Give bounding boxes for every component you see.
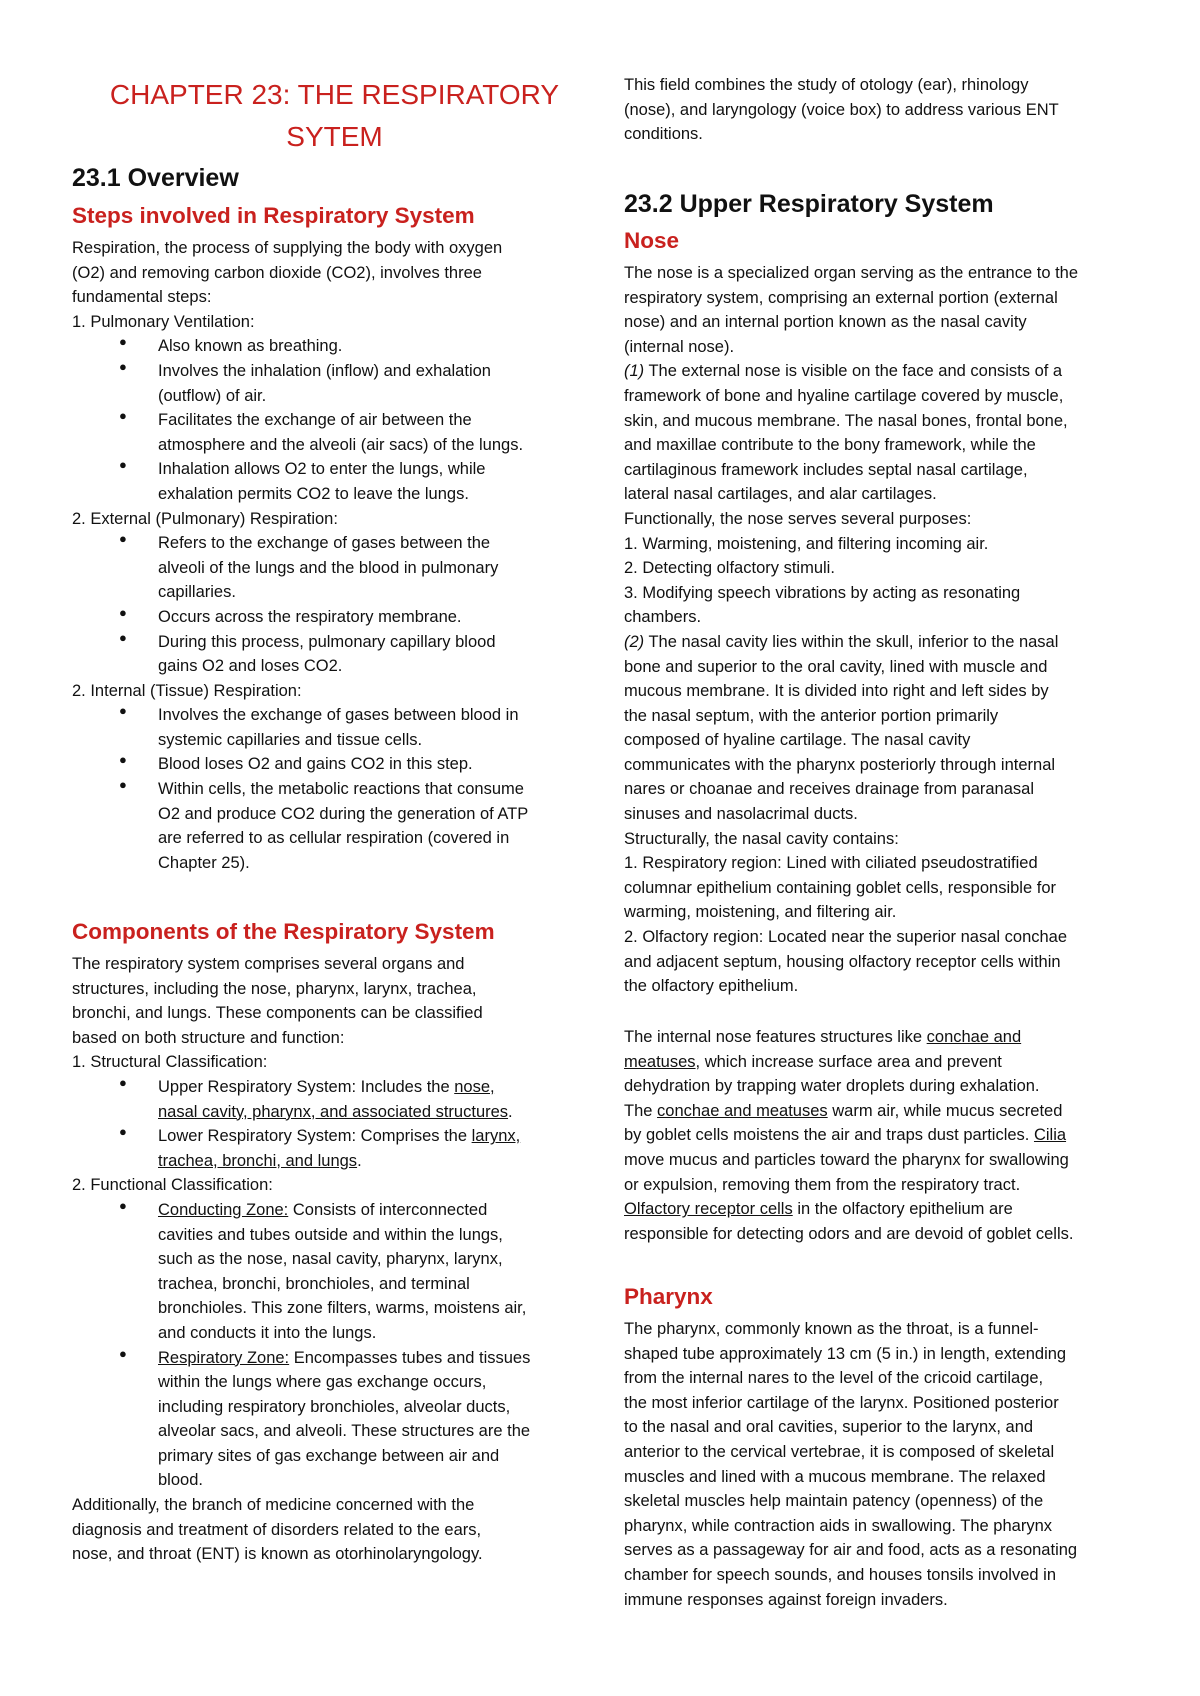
steps-heading: Steps involved in Respiratory System <box>72 203 475 228</box>
steps-line: Respiration, the process of supplying the body with oxygen <box>72 239 503 257</box>
pharynx-heading: Pharynx <box>624 1284 713 1309</box>
bullet-item: ● Also known as breathing. <box>72 334 597 359</box>
ent-paragraph: This field combines the study of otology (ear), rhinology (nose), and laryngology (voice box) to address various ENT conditions. <box>624 76 1059 144</box>
functional-classification-heading: 2. Functional Classification: <box>72 1176 273 1195</box>
bullet-item: ● Lower Respiratory System: Comprises the larynx, trachea, bronchi, and lungs. <box>72 1124 597 1173</box>
chapter-title-line-1: CHAPTER 23: THE RESPIRATORY <box>109 79 560 110</box>
bullet-item: ● Refers to the exchange of gases between the alveoli of the lungs and the blood in pulmonary capillaries. <box>72 531 597 605</box>
bullet-item: ● Inhalation allows O2 to enter the lungs, while exhalation permits CO2 to leave the lungs. <box>72 457 597 506</box>
bullet-item: ● Conducting Zone: Consists of interconnected cavities and tubes outside and within the lungs, such as the nose, nasal cavity, pharynx, larynx, trachea, bronchi, bronchioles, and terminal bronchioles. This zone filters, warms, moistens air, and conducts it into the lungs. <box>72 1198 597 1346</box>
nose-section: The nose is a specialized organ serving as the entrance to the respiratory system, comprising an external portion (external nose) and an internal portion known as the nasal cavity (internal nose). (1) The external nose is visible on the face and consists of a framework of bone and hyaline cartilage covered by muscle, skin, and mucous membrane. The nasal bones, frontal bone, and maxillae contribute to the bony framework, while the cartilaginous framework includes septal nasal cartilage, lateral nasal cartilages, and alar cartilages. Functionally, the nose serves several purposes: 1. Warming, moistening, and filtering incoming air. 2. Detecting olfactory stimuli. 3. Modifying speech vibrations by acting as resonating chambers. (2) The nasal cavity lies within the skull, inferior to the nasal bone and superior to the oral cavity, lined with muscle and mucous membrane. It is divided into right and left sides by the nasal septum, with the anterior portion primarily composed of hyaline cartilage. The nasal cavity communicates with the pharynx posteriorly through internal nares or choanae and receives drainage from paranasal sinuses and nasolacrimal ducts. Structurally, the nasal cavity contains: 1. Respiratory region: Lined with ciliated pseudostratified columnar epithelium containing goblet cells, responsible for warming, moistening, and filtering air. 2. Olfactory region: Located near the superior nasal conchae and adjacent septum, housing olfactory receptor cells within the olfactory epithelium. <box>624 264 1079 996</box>
structural-classification-heading: 1. Structural Classification: <box>72 1053 268 1072</box>
bullet-item: ● Within cells, the metabolic reactions that consume O2 and produce CO2 during the generation of ATP are referred to as cellular respiration (covered in Chapter 25). <box>72 777 597 875</box>
steps-section <box>72 236 597 875</box>
steps-line: (O2) and removing carbon dioxide (CO2), involves three <box>72 263 482 282</box>
components-section: The respiratory system comprises several organs and structures, including the nose, pharynx, larynx, trachea, bronchi, and lungs. These components can be classified based on both structure and function: 1. Structural Classification: ● Upper Respiratory System: Includes the nose, nasal cavity, pharynx, and associated structures. ● Lower Respiratory System: Comprises the larynx, trachea, bronchi, and lungs. 2. Functional Classification: ● Conducting Zone: Consists of interconnected cavities and tubes outside and within the lungs, such as the nose, nasal cavity, pharynx, larynx, trachea, bronchi, bronchioles, and terminal bronchioles. This zone filters, warms, moistens air, and conducts it into the lungs. ● Respiratory Zone: Encompasses tubes and tissues within the lungs where gas exchange occurs, including respiratory bronchioles, alveolar ducts, alveolar sacs, and alveoli. These structures are the primary sites of gas exchange between air and blood. Additionally, the branch of medicine concerned with the diagnosis and treatment of disorders related to the ears, nose, and throat (ENT) is known as otorhinolaryngology. <box>72 952 597 1567</box>
bullet-item: ● Upper Respiratory System: Includes the nose, nasal cavity, pharynx, and associated structures. <box>72 1075 597 1124</box>
external-respiration-heading: 2. External (Pulmonary) Respiration: <box>72 509 338 528</box>
upper-respiratory-heading: 23.2 Upper Respiratory System <box>624 190 994 218</box>
nose-heading: Nose <box>624 228 680 253</box>
bullet-item: ● Facilitates the exchange of air between the atmosphere and the alveoli (air sacs) of the lungs. <box>72 408 597 457</box>
pharynx-paragraph: The pharynx, commonly known as the throat, is a funnel- shaped tube approximately 13 cm (5 in.) in length, extending from the internal nares to the level of the cricoid cartilage, the most inferior cartilage of the larynx. Positioned posterior to the nasal and oral cavities, superior to the larynx, and anterior to the cervical vertebrae, it is composed of skeletal muscles and lined with a mucous membrane. The relaxed skeletal muscles help maintain patency (openness) of the pharynx, while contraction aids in swallowing. The pharynx serves as a passageway for air and food, acts as a resonating chamber for speech sounds, and houses tonsils involved in immune responses against foreign invaders. <box>624 1320 1078 1609</box>
bullet-item: ● During this process, pulmonary capillary blood gains O2 and loses CO2. <box>72 630 597 679</box>
bullet-item: ● Respiratory Zone: Encompasses tubes and tissues within the lungs where gas exchange occurs, including respiratory bronchioles, alveolar ducts, alveolar sacs, and alveoli. These structures are the primary sites of gas exchange between air and blood. <box>72 1346 597 1494</box>
additional-line: Additionally, the branch of medicine concerned with the <box>72 1496 475 1515</box>
overview-heading: 23.1 Overview <box>72 164 239 192</box>
internal-nose-paragraph: The internal nose features structures like conchae and meatuses, which increase surface area and prevent dehydration by trapping water droplets during exhalation. The conchae and meatuses warm air, while mucus secreted by goblet cells moistens the air and traps dust particles. Cilia move mucus and particles toward the pharynx for swallowing or expulsion, removing them from the respiratory tract. Olfactory receptor cells in the olfactory epithelium are responsible for detecting odors and are devoid of goblet cells. <box>624 1028 1074 1243</box>
bullet-item: ● Involves the exchange of gases between blood in systemic capillaries and tissue cells. <box>72 703 597 752</box>
chapter-title-line-2: SYTEM <box>286 121 383 152</box>
components-heading: Components of the Respiratory System <box>72 919 495 944</box>
additional-line: diagnosis and treatment of disorders related to the ears, <box>72 1520 482 1539</box>
internal-respiration-heading: 2. Internal (Tissue) Respiration: <box>72 681 302 700</box>
bullet-item: ● Involves the inhalation (inflow) and exhalation (outflow) of air. <box>72 359 597 408</box>
pulmonary-ventilation-heading: 1. Pulmonary Ventilation: <box>72 312 255 331</box>
bullet-item: ● Occurs across the respiratory membrane. <box>72 605 597 630</box>
additional-line: nose, and throat (ENT) is known as otorhinolaryngology. <box>72 1545 483 1564</box>
bullet-item: ● Blood loses O2 and gains CO2 in this step. <box>72 752 597 777</box>
steps-line: fundamental steps: <box>72 288 212 307</box>
chapter-title <box>72 74 597 158</box>
